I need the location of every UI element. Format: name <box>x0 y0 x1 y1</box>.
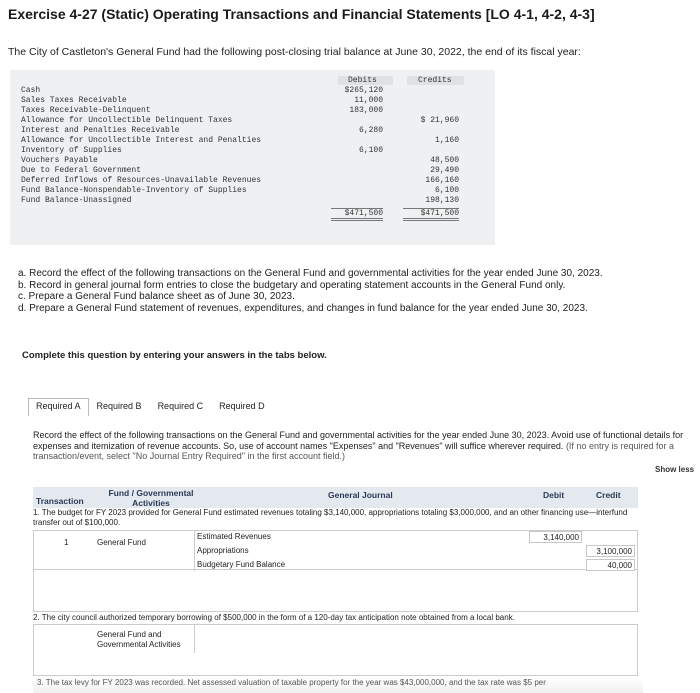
instruction-d: d. Prepare a General Fund statement of revenues, expenditures, and changes in fund balance for the year ended June 30, 2023. <box>18 302 588 314</box>
tb-account: Taxes Receivable-Delinquent <box>21 106 151 115</box>
tab-bar <box>28 398 273 416</box>
txn1-spacer <box>33 570 638 612</box>
txn1-credit-2[interactable]: 3,100,000 <box>586 545 635 557</box>
debits-header: Debits <box>348 76 377 85</box>
tb-account: Vouchers Payable <box>21 156 98 165</box>
col-debit: Debit <box>543 490 565 500</box>
credits-header: Credits <box>418 76 452 85</box>
txn2-grid <box>33 624 638 676</box>
tb-debit: 183,000 <box>349 106 383 115</box>
tb-account: Sales Taxes Receivable <box>21 96 127 105</box>
instruction-a: a. Record the effect of the following transactions on the General Fund and governmental activities for the year ended June 30, 2023. <box>18 268 603 279</box>
tab-required-c[interactable]: Required C <box>157 401 204 411</box>
txn1-grid <box>33 530 638 570</box>
tb-credit: 198,130 <box>425 196 459 205</box>
tab-required-a[interactable]: Required A <box>28 398 89 416</box>
txn1-account-2[interactable]: Appropriations <box>197 546 249 555</box>
txn1-account-1[interactable]: Estimated Revenues <box>197 532 271 541</box>
tb-account: Allowance for Uncollectible Delinquent Taxes <box>21 116 233 125</box>
tb-debit: 6,100 <box>358 146 383 155</box>
tb-debit: $265,120 <box>344 86 383 95</box>
tb-account: Due to Federal Government <box>21 166 142 175</box>
txn1-number: 1 <box>64 538 69 547</box>
txn1-account-3[interactable]: Budgetary Fund Balance <box>197 560 286 569</box>
txn2-fund-line1: General Fund and <box>97 630 162 639</box>
tb-account: Interest and Penalties Receivable <box>21 126 180 135</box>
tb-credit: 6,100 <box>434 186 459 195</box>
page-title: Exercise 4-27 (Static) Operating Transactions and Financial Statements [LO 4-1, 4-2, 4-3] <box>8 6 595 22</box>
requirement-main: Record the effect of the following transactions on the General Fund and governmental activities for the year ended June 30, 2023. Avoid use of functional details for expenses and itemization of revenue accounts. So, use of account names "Expenses" and "Revenues" will suffice wherever required. <box>33 430 684 451</box>
tab-required-b[interactable]: Required B <box>96 401 142 411</box>
tb-account: Fund Balance-Unassigned <box>21 196 132 205</box>
total-debit: $471,500 <box>331 208 383 221</box>
col-fund: Fund / Governmental Activities <box>108 488 194 508</box>
instruction-b: b. Record in general journal form entries to close the budgetary and operating statement accounts in the General Fund only. <box>18 279 566 291</box>
tb-account: Cash <box>21 86 41 95</box>
tb-credit: 166,160 <box>425 176 459 185</box>
intro-text: The City of Castleton's General Fund had the following post-closing trial balance at June 30, 2022, the end of its fiscal year: <box>8 46 581 58</box>
txn2-description: 2. The city council authorized temporary borrowing of $500,000 in the form of a 120-day tax anticipation note obtained from a local bank. <box>33 613 515 622</box>
tb-account: Inventory of Supplies <box>21 146 122 155</box>
tb-account: Fund Balance-Nonspendable-Inventory of Supplies <box>21 186 247 195</box>
requirement-note: (If no entry is required for a transaction/event, select "No Journal Entry Required" in the first account field.) <box>33 440 674 461</box>
tb-credit: 1,160 <box>434 136 459 145</box>
total-credit: $471,500 <box>403 208 459 221</box>
show-less-link[interactable]: Show less <box>655 465 695 474</box>
col-general-journal: General Journal <box>328 490 393 500</box>
journal-header <box>33 487 638 508</box>
tb-credit: 29,490 <box>430 166 459 175</box>
txn1-fund: General Fund <box>97 538 146 547</box>
txn2-fund-line2: Governmental Activities <box>97 640 181 649</box>
tab-required-d[interactable]: Required D <box>219 401 265 411</box>
tb-debit: 11,000 <box>354 96 383 105</box>
tb-debit: 6,280 <box>358 126 383 135</box>
tb-account: Deferred Inflows of Resources-Unavailable Revenues <box>21 176 262 185</box>
prompt-text: Complete this question by entering your answers in the tabs below. <box>22 350 327 361</box>
txn1-credit-3[interactable]: 40,000 <box>586 559 635 571</box>
col-transaction: Transaction <box>36 496 84 506</box>
instruction-c: c. Prepare a General Fund balance sheet as of June 30, 2023. <box>18 291 295 302</box>
tb-account: Allowance for Uncollectible Interest and Penalties <box>21 136 262 145</box>
instructions-list <box>18 268 603 314</box>
txn1-debit-1[interactable]: 3,140,000 <box>529 531 582 543</box>
tb-credit: 48,500 <box>430 156 459 165</box>
trial-balance-panel <box>10 70 495 245</box>
txn3-description: 3. The tax levy for FY 2023 was recorded. Net assessed valuation of taxable property for the year was $43,000,000, and the tax rate was $5 per <box>33 678 643 693</box>
tb-credit: $ 21,960 <box>420 116 459 125</box>
requirement-text <box>33 430 693 462</box>
col-credit: Credit <box>596 490 621 500</box>
txn1-description: 1. The budget for FY 2023 provided for General Fund estimated revenues totaling $3,140,000, appropriations totaling $3,000,000, and an other financing use—interfund transfer out of $100,000. <box>33 508 628 527</box>
